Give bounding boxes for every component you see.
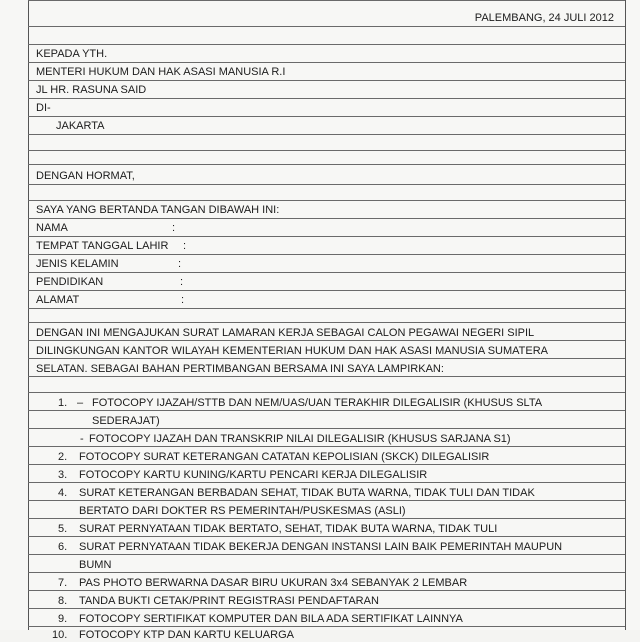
date-line: PALEMBANG, 24 JULI 2012 bbox=[474, 12, 614, 24]
list-number: 10. bbox=[52, 629, 68, 641]
list-number: 3. bbox=[58, 469, 68, 481]
row-line bbox=[28, 392, 625, 393]
recipient-line: JL HR. RASUNA SAID bbox=[36, 84, 147, 96]
list-number: 4. bbox=[58, 487, 68, 499]
field-separator: : bbox=[178, 258, 182, 270]
row-line bbox=[28, 272, 625, 273]
list-item: BERTATO DARI DOKTER RS PEMERINTAH/PUSKESMAS (ASLI) bbox=[79, 505, 406, 517]
row-line bbox=[28, 554, 625, 555]
row-line bbox=[28, 254, 625, 255]
row-line bbox=[28, 150, 625, 151]
row-line bbox=[28, 482, 625, 483]
list-item: SURAT PERNYATAAN TIDAK BEKERJA DENGAN INSTANSI LAIN BAIK PEMERINTAH MAUPUN bbox=[79, 541, 563, 553]
row-line bbox=[28, 340, 625, 341]
row-line bbox=[28, 98, 625, 99]
row-line bbox=[28, 410, 625, 411]
list-item: FOTOCOPY KARTU KUNING/KARTU PENCARI KERJA DILEGALISIR bbox=[79, 469, 428, 481]
body-line: DILINGKUNGAN KANTOR WILAYAH KEMENTERIAN HUKUM DAN HAK ASASI MANUSIA SUMATERA bbox=[36, 345, 548, 357]
right-border bbox=[625, 0, 626, 630]
list-item: FOTOCOPY IJAZAH DAN TRANSKRIP NILAI DILEGALISIR (KHUSUS SARJANA S1) bbox=[89, 433, 511, 445]
row-line bbox=[28, 376, 625, 377]
recipient-line: DI- bbox=[36, 102, 51, 114]
list-item: FOTOCOPY IJAZAH/STTB DAN NEM/UAS/UAN TERAKHIR DILEGALISIR (KHUSUS SLTA bbox=[92, 397, 543, 409]
row-line bbox=[28, 0, 625, 1]
row-line bbox=[28, 116, 625, 117]
row-line bbox=[28, 464, 625, 465]
list-item: BUMN bbox=[79, 559, 112, 571]
list-dash: – bbox=[77, 397, 84, 409]
row-line bbox=[28, 80, 625, 81]
row-line bbox=[28, 134, 625, 135]
row-line bbox=[28, 44, 625, 45]
row-line bbox=[28, 572, 625, 573]
field-label: NAMA bbox=[36, 222, 68, 234]
field-separator: : bbox=[181, 294, 185, 306]
row-line bbox=[28, 236, 625, 237]
recipient-line: KEPADA YTH. bbox=[36, 48, 108, 60]
list-number: 8. bbox=[58, 595, 68, 607]
field-separator: : bbox=[183, 240, 187, 252]
list-item: FOTOCOPY SERTIFIKAT KOMPUTER DAN BILA ADA SERTIFIKAT LAINNYA bbox=[79, 613, 463, 625]
list-number: 1. bbox=[58, 397, 68, 409]
row-line bbox=[28, 62, 625, 63]
field-label: JENIS KELAMIN bbox=[36, 258, 119, 270]
row-line bbox=[28, 446, 625, 447]
row-line bbox=[28, 290, 625, 291]
intro-line: SAYA YANG BERTANDA TANGAN DIBAWAH INI: bbox=[36, 204, 280, 216]
row-line bbox=[28, 626, 625, 627]
row-line bbox=[28, 218, 625, 219]
recipient-line: MENTERI HUKUM DAN HAK ASASI MANUSIA R.I bbox=[36, 66, 286, 78]
list-item: SURAT PERNYATAAN TIDAK BERTATO, SEHAT, TIDAK BUTA WARNA, TIDAK TULI bbox=[79, 523, 498, 535]
field-label: PENDIDIKAN bbox=[36, 276, 104, 288]
row-line bbox=[28, 308, 625, 309]
body-line: DENGAN INI MENGAJUKAN SURAT LAMARAN KERJA SEBAGAI CALON PEGAWAI NEGERI SIPIL bbox=[36, 327, 535, 339]
list-number: 6. bbox=[58, 541, 68, 553]
list-number: 5. bbox=[58, 523, 68, 535]
list-dash: - bbox=[80, 433, 84, 445]
body-line: SELATAN. SEBAGAI BAHAN PERTIMBANGAN BERSAMA INI SAYA LAMPIRKAN: bbox=[36, 363, 444, 375]
list-item: SURAT KETERANGAN BERBADAN SEHAT, TIDAK BUTA WARNA, TIDAK TULI DAN TIDAK bbox=[79, 487, 535, 499]
row-line bbox=[28, 608, 625, 609]
list-item: PAS PHOTO BERWARNA DASAR BIRU UKURAN 3x4 SEBANYAK 2 LEMBAR bbox=[79, 577, 468, 589]
greeting: DENGAN HORMAT, bbox=[36, 170, 135, 182]
row-line bbox=[28, 26, 625, 27]
list-item: FOTOCOPY KTP DAN KARTU KELUARGA bbox=[79, 629, 294, 641]
row-line bbox=[28, 358, 625, 359]
field-separator: : bbox=[180, 276, 184, 288]
row-line bbox=[28, 518, 625, 519]
list-item: SEDERAJAT) bbox=[92, 415, 160, 427]
list-number: 2. bbox=[58, 451, 68, 463]
list-item: TANDA BUKTI CETAK/PRINT REGISTRASI PENDAFTARAN bbox=[79, 595, 379, 607]
field-label: ALAMAT bbox=[36, 294, 80, 306]
field-label: TEMPAT TANGGAL LAHIR bbox=[36, 240, 169, 252]
row-line bbox=[28, 536, 625, 537]
row-line bbox=[28, 500, 625, 501]
row-line bbox=[28, 428, 625, 429]
row-line bbox=[28, 322, 625, 323]
list-number: 7. bbox=[58, 577, 68, 589]
row-line bbox=[28, 184, 625, 185]
row-line bbox=[28, 590, 625, 591]
field-separator: : bbox=[172, 222, 176, 234]
row-line bbox=[28, 164, 625, 165]
row-line bbox=[28, 200, 625, 201]
list-item: FOTOCOPY SURAT KETERANGAN CATATAN KEPOLISIAN (SKCK) DILEGALISIR bbox=[79, 451, 490, 463]
list-number: 9. bbox=[58, 613, 68, 625]
recipient-line: JAKARTA bbox=[56, 120, 105, 132]
